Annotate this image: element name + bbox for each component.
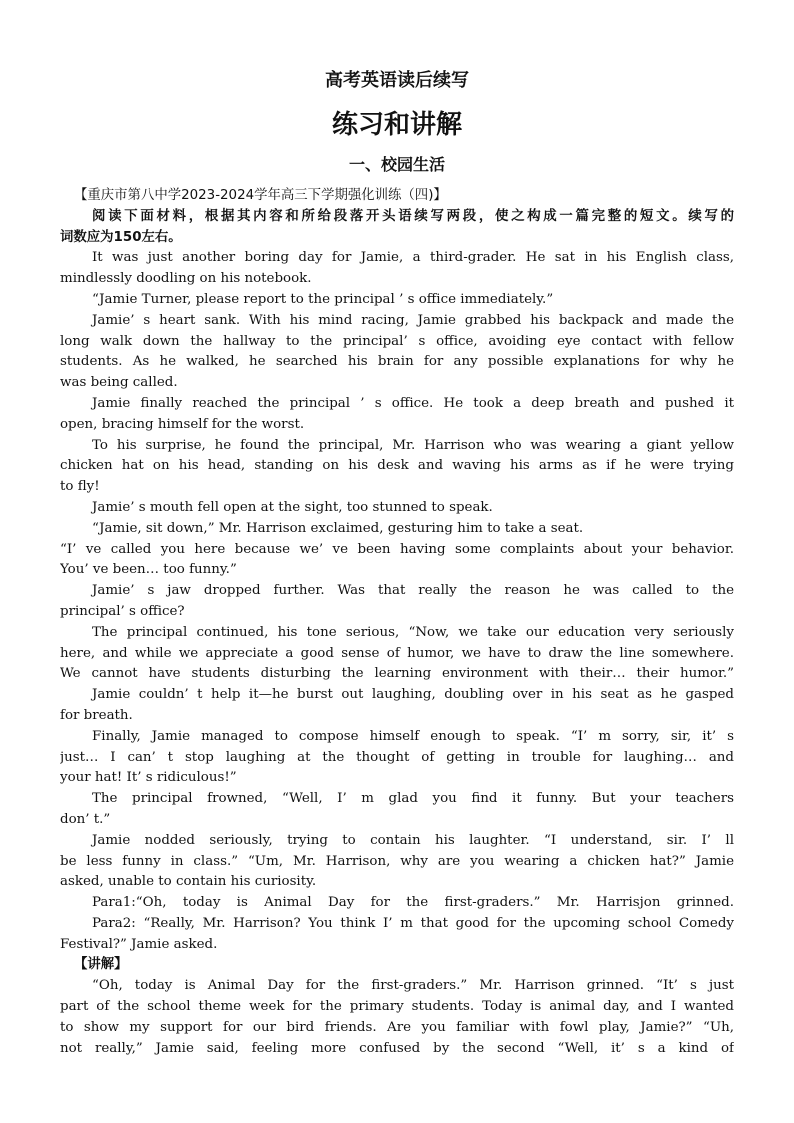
text-line: Festival?” Jamie asked.: [60, 936, 218, 952]
text-line: open, bracing himself for the worst.: [60, 416, 305, 432]
instruction-line: 阅读下面材料，根据其内容和所给段落开头语续写两段，使之构成一篇完整的短文。续写的: [92, 208, 734, 224]
text-line: mindlessly doodling on his notebook.: [60, 271, 312, 287]
text-line: Jamie nodded seriously, trying to contain his laughter. “I understand, sir. I’ ll: [92, 832, 734, 848]
text-line: You’ ve been… too funny.”: [60, 562, 237, 578]
text-line: To his surprise, he found the principal, Mr. Harrison who was wearing a giant yellow: [92, 437, 734, 453]
text-line: The principal continued, his tone serious, “Now, we take our education very seriously: [92, 624, 734, 640]
text-line: for breath.: [60, 707, 133, 723]
text-line: just… I can’ t stop laughing at the thought of getting in trouble for laughing… and: [60, 749, 734, 765]
text-line: Para2: “Really, Mr. Harrison? You think I’ m that good for the upcoming school Comedy: [92, 915, 734, 931]
section-heading: 一、校园生活: [348, 155, 445, 174]
text-line: “Jamie, sit down,” Mr. Harrison exclaimed, gesturing him to take a seat.: [92, 520, 584, 536]
text-line: don’ t.”: [60, 811, 111, 827]
text-line: “Oh, today is Animal Day for the first-graders.” Mr. Harrison grinned. “It’ s just: [92, 978, 734, 994]
text-line: Jamie finally reached the principal ’ s office. He took a deep breath and pushed it: [92, 395, 734, 411]
text-line: be less funny in class.” “Um, Mr. Harrison, why are you wearing a chicken hat?” Jamie: [60, 853, 734, 869]
text-line: Para1:“Oh, today is Animal Day for the first-graders.” Mr. Harrisjon grinned.: [92, 895, 734, 911]
source-note: 【重庆市第八中学2023-2024学年高三下学期强化训练（四)】: [74, 188, 447, 203]
text-line: your hat! It’ s ridiculous!”: [60, 770, 237, 786]
text-line: The principal frowned, “Well, I’ m glad you find it funny. But your teachers: [92, 791, 734, 807]
text-line: “Jamie Turner, please report to the principal ’ s office immediately.”: [92, 291, 554, 307]
text-line: to fly!: [60, 479, 100, 495]
text-line: not really,” Jamie said, feeling more confused by the second “Well, it’ s a kind of: [60, 1040, 734, 1056]
text-line: was being called.: [60, 375, 178, 391]
explanation-heading: 【讲解】: [74, 957, 128, 973]
document-title: 高考英语读后续写: [325, 70, 469, 91]
document-subtitle: 练习和讲解: [331, 110, 462, 140]
text-line: We cannot have students disturbing the learning environment with their… their humor.”: [60, 666, 734, 682]
text-line: principal’ s office?: [60, 603, 185, 619]
text-line: Jamie’ s mouth fell open at the sight, too stunned to speak.: [92, 499, 493, 515]
text-line: asked, unable to contain his curiosity.: [60, 874, 317, 890]
text-line: part of the school theme week for the primary students. Today is animal day, and I wanted: [60, 999, 734, 1015]
text-line: long walk down the hallway to the principal’ s office, avoiding eye contact with fellow: [60, 333, 734, 349]
text-line: students. As he walked, he searched his brain for any possible explanations for why he: [60, 354, 734, 370]
text-line: to show my support for our bird friends. Are you familiar with fowl play, Jamie?” “Uh,: [60, 1019, 734, 1035]
text-line: chicken hat on his head, standing on his desk and waving his arms as if he were trying: [60, 458, 734, 474]
text-line: here, and while we appreciate a good sense of humor, we have to draw the line somewhere.: [60, 645, 734, 661]
text-line: “I’ ve called you here because we’ ve been having some complaints about your behavior.: [60, 541, 734, 557]
instruction-line: 词数应为150左右。: [60, 229, 182, 245]
text-line: Jamie couldn’ t help it—he burst out laughing, doubling over in his seat as he gasped: [92, 687, 734, 703]
document-body: [60, 186, 734, 1059]
text-line: It was just another boring day for Jamie, a third-grader. He sat in his English class,: [92, 250, 734, 266]
text-line: Jamie’ s jaw dropped further. Was that really the reason he was called to the: [92, 583, 734, 599]
text-line: Finally, Jamie managed to compose himself enough to speak. “I’ m sorry, sir, it’ s: [92, 728, 734, 744]
text-line: Jamie’ s heart sank. With his mind racing, Jamie grabbed his backpack and made the: [92, 312, 734, 328]
